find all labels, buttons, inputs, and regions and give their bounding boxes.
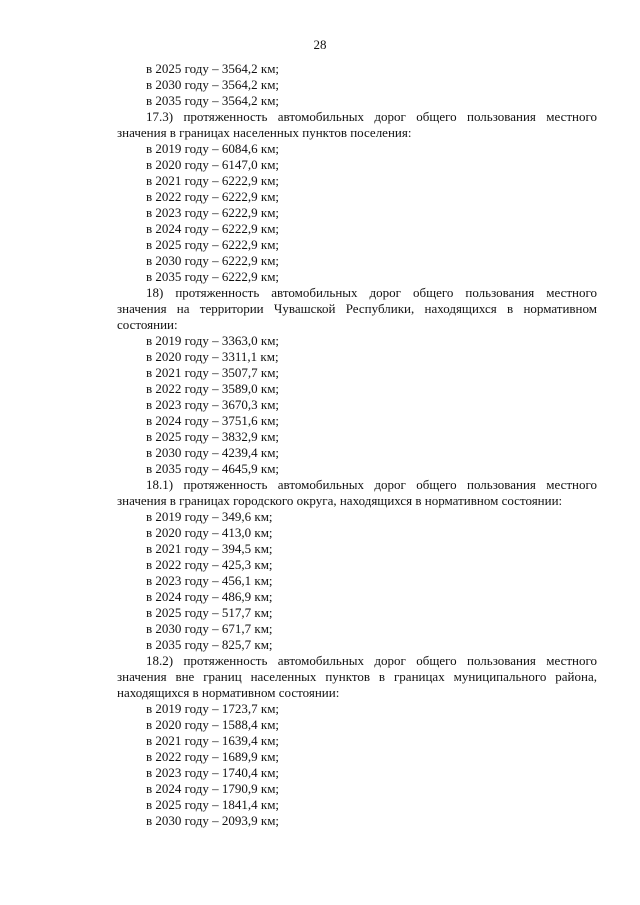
- list-item: в 2025 году – 3832,9 км;: [146, 429, 280, 444]
- list-item: в 2020 году – 1588,4 км;: [146, 717, 280, 732]
- section-heading: 18) протяженность автомобильных дорог общего пользования местного значения на территории Чувашской Республики, находящихся в нормативном состоянии:: [117, 285, 597, 332]
- list-item: в 2025 году – 517,7 км;: [146, 605, 273, 620]
- section-17-3: [117, 109, 597, 285]
- section-heading: 18.1) протяженность автомобильных дорог общего пользования местного значения в границах городского округа, находящихся в нормативном состоянии:: [117, 477, 597, 508]
- list-item: в 2020 году – 6147,0 км;: [146, 157, 280, 172]
- list-item: в 2023 году – 1740,4 км;: [146, 765, 280, 780]
- section-18-1: [117, 477, 597, 653]
- list-item: в 2021 году – 394,5 км;: [146, 541, 273, 556]
- list-item: в 2024 году – 486,9 км;: [146, 589, 273, 604]
- list-item: в 2024 году – 6222,9 км;: [146, 221, 280, 236]
- list-item: в 2023 году – 456,1 км;: [146, 573, 273, 588]
- list-item: в 2030 году – 3564,2 км;: [146, 77, 280, 92]
- list-item: в 2023 году – 6222,9 км;: [146, 205, 280, 220]
- list-item: в 2030 году – 6222,9 км;: [146, 253, 280, 268]
- list-item: в 2035 году – 4645,9 км;: [146, 461, 280, 476]
- page-number: 28: [313, 37, 327, 52]
- list-item: в 2022 году – 425,3 км;: [146, 557, 273, 572]
- list-item: в 2035 году – 825,7 км;: [146, 637, 273, 652]
- list-item: в 2020 году – 413,0 км;: [146, 525, 273, 540]
- list-item: в 2030 году – 671,7 км;: [146, 621, 273, 636]
- list-item: в 2019 году – 1723,7 км;: [146, 701, 280, 716]
- list-item: в 2024 году – 1790,9 км;: [146, 781, 280, 796]
- list-item: в 2030 году – 2093,9 км;: [146, 813, 280, 828]
- list-item: в 2019 году – 3363,0 км;: [146, 333, 280, 348]
- list-item: в 2022 году – 3589,0 км;: [146, 381, 280, 396]
- list-item: в 2021 году – 1639,4 км;: [146, 733, 280, 748]
- section-18: [117, 285, 597, 477]
- list-item: в 2021 году – 6222,9 км;: [146, 173, 280, 188]
- list-item: в 2023 году – 3670,3 км;: [146, 397, 280, 412]
- list-item: в 2021 году – 3507,7 км;: [146, 365, 280, 380]
- section-17-2-tail: [117, 61, 597, 109]
- list-item: в 2035 году – 3564,2 км;: [146, 93, 280, 108]
- list-item: в 2025 году – 1841,4 км;: [146, 797, 280, 812]
- list-item: в 2022 году – 6222,9 км;: [146, 189, 280, 204]
- list-item: в 2019 году – 349,6 км;: [146, 509, 273, 524]
- document-body: [117, 61, 597, 829]
- list-item: в 2030 году – 4239,4 км;: [146, 445, 280, 460]
- list-item: в 2024 году – 3751,6 км;: [146, 413, 280, 428]
- list-item: в 2025 году – 3564,2 км;: [146, 61, 280, 76]
- section-heading: 17.3) протяженность автомобильных дорог общего пользования местного значения в границах населенных пунктов поселения:: [117, 109, 597, 140]
- section-18-2: [117, 653, 597, 829]
- list-item: в 2025 году – 6222,9 км;: [146, 237, 280, 252]
- list-item: в 2035 году – 6222,9 км;: [146, 269, 280, 284]
- section-heading: 18.2) протяженность автомобильных дорог общего пользования местного значения вне границ населенных пунктов в границах муниципального района, находящихся в нормативном состоянии:: [117, 653, 597, 700]
- list-item: в 2019 году – 6084,6 км;: [146, 141, 280, 156]
- list-item: в 2022 году – 1689,9 км;: [146, 749, 280, 764]
- list-item: в 2020 году – 3311,1 км;: [146, 349, 279, 364]
